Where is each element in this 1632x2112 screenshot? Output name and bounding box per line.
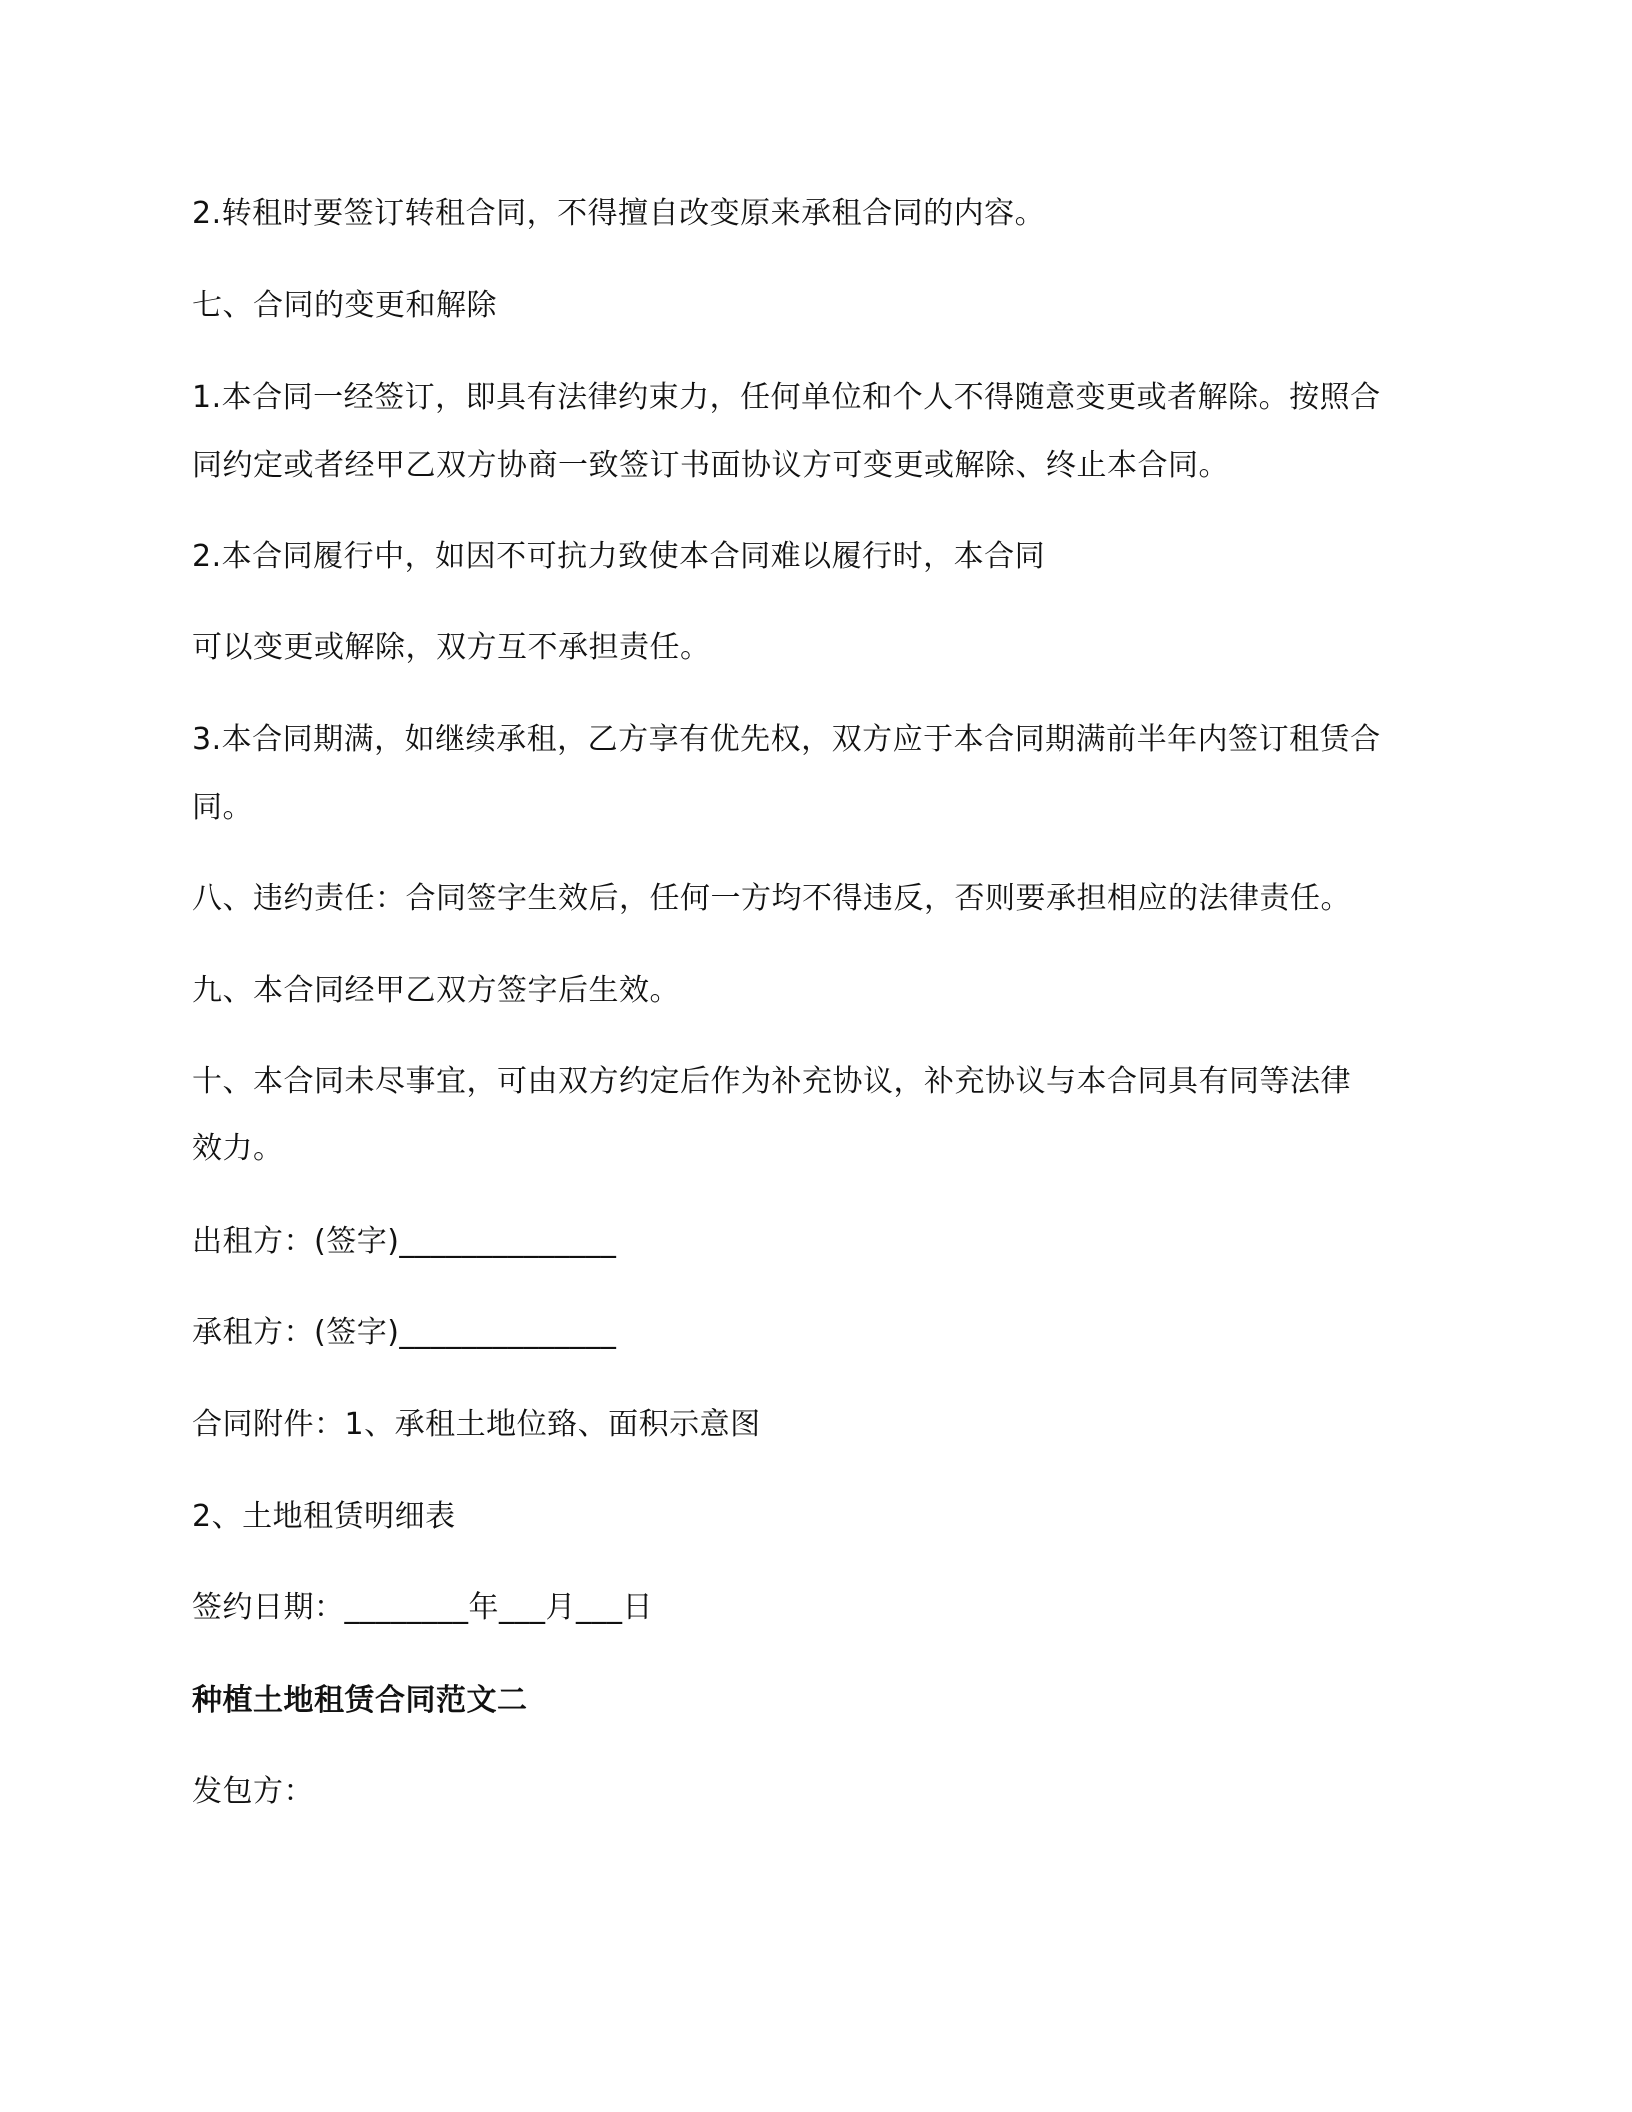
lessor-signature-line: 出租方：(签字)______________ — [192, 1224, 617, 1259]
employer-label: 发包方： — [192, 1774, 314, 1809]
attachment-2: 2、土地租赁明细表 — [192, 1499, 456, 1534]
sample-two-heading: 种植土地租赁合同范文二 — [192, 1683, 528, 1718]
section-9: 九、本合同经甲乙双方签字后生效。 — [192, 973, 680, 1008]
section-10-line-2: 效力。 — [192, 1131, 284, 1166]
clause-7-2-line-2: 可以变更或解除，双方互不承担责任。 — [192, 630, 711, 665]
attachment-1: 合同附件：1、承租土地位臵、面积示意图 — [192, 1407, 761, 1442]
clause-7-3-line-1: 3.本合同期满，如继续承租，乙方享有优先权，双方应于本合同期满前半年内签订租赁合 — [192, 722, 1381, 757]
clause-7-2-line-1: 2.本合同履行中，如因不可抗力致使本合同难以履行时，本合同 — [192, 539, 1046, 574]
clause-7-1-line-1: 1.本合同一经签订，即具有法律约束力，任何单位和个人不得随意变更或者解除。按照合 — [192, 380, 1381, 415]
section-10-line-1: 十、本合同未尽事宜，可由双方约定后作为补充协议，补充协议与本合同具有同等法律 — [192, 1064, 1351, 1099]
clause-7-3-line-2: 同。 — [192, 790, 253, 825]
signing-date-line: 签约日期：________年___月___日 — [192, 1590, 653, 1625]
lessee-signature-line: 承租方：(签字)______________ — [192, 1315, 617, 1350]
section-7-heading: 七、合同的变更和解除 — [192, 288, 497, 323]
clause-6-2: 2.转租时要签订转租合同，不得擅自改变原来承租合同的内容。 — [192, 196, 1046, 231]
clause-7-1-line-2: 同约定或者经甲乙双方协商一致签订书面协议方可变更或解除、终止本合同。 — [192, 448, 1229, 483]
section-8: 八、违约责任：合同签字生效后，任何一方均不得违反，否则要承担相应的法律责任。 — [192, 881, 1351, 916]
